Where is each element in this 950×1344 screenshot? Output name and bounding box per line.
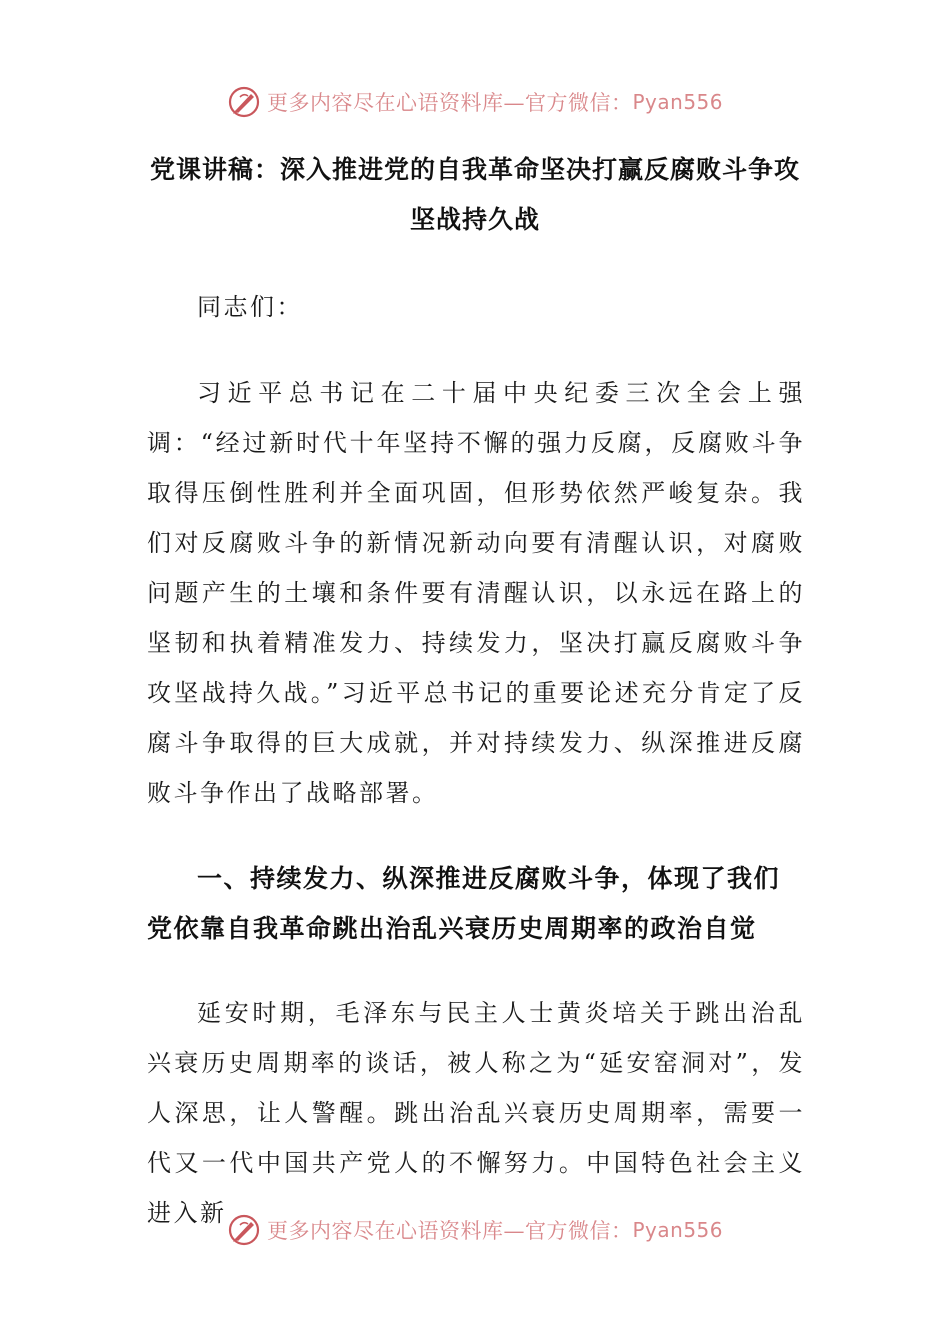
watermark-site-text: 更多内容尽在心语资料库—官方微信：: [266, 91, 633, 115]
watermark-wechat-id: Pyan556: [632, 90, 723, 114]
watermark-wechat-id: Pyan556: [632, 1218, 723, 1242]
pen-logo-icon: [227, 1213, 261, 1247]
footer-watermark: [0, 1210, 950, 1250]
pen-logo-icon: [227, 85, 261, 119]
greeting: 同志们：: [197, 293, 303, 321]
header-watermark: [0, 82, 950, 122]
document-title: 党课讲稿：深入推进党的自我革命坚决打赢反腐败斗争攻坚战持久战: [149, 155, 800, 234]
body-paragraph-2: 延安时期，毛泽东与民主人士黄炎培关于跳出治乱兴衰历史周期率的谈话，被人称之为“延安窑洞对”，发人深思，让人警醒。跳出治乱兴衰历史周期率，需要一代又一代中国共产党人的不懈努力。中国特色社会主义进入新: [147, 999, 805, 1227]
body-paragraph-1: 习近平总书记在二十届中央纪委三次全会上强调：“经过新时代十年坚持不懈的强力反腐，反腐败斗争取得压倒性胜利并全面巩固，但形势依然严峻复杂。我们对反腐败斗争的新情况新动向要有清醒认识，对腐败问题产生的土壤和条件要有清醒认识，以永远在路上的坚韧和执着精准发力、持续发力，坚决打赢反腐败斗争攻坚战持久战。”习近平总书记的重要论述充分肯定了反腐斗争取得的巨大成就，并对持续发力、纵深推进反腐败斗争作出了战略部署。: [147, 379, 805, 807]
watermark-site-text: 更多内容尽在心语资料库—官方微信：: [266, 1219, 633, 1243]
section-1-heading: 一、持续发力、纵深推进反腐败斗争，体现了我们党依靠自我革命跳出治乱兴衰历史周期率的政治自觉: [147, 864, 781, 943]
